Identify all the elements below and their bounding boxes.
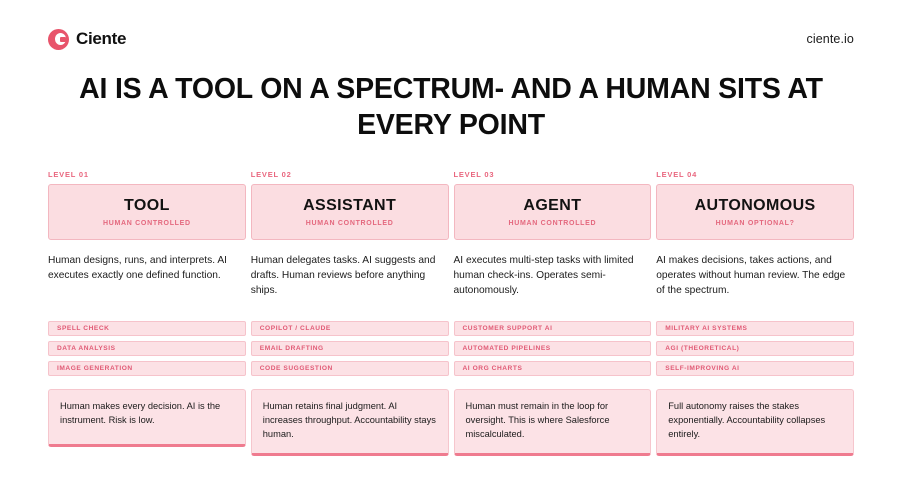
brand-name: Ciente: [76, 29, 127, 48]
example-chip: CUSTOMER SUPPORT AI: [454, 321, 652, 336]
spectrum-grid: [0, 170, 902, 456]
page-header: [0, 0, 902, 56]
example-chip-list: [454, 321, 652, 376]
level-note: Human makes every decision. AI is the instrument. Risk is low.: [48, 389, 246, 447]
level-label: LEVEL 03: [453, 169, 495, 179]
level-description: Human designs, runs, and interprets. AI executes exactly one defined function.: [48, 254, 227, 281]
level-control-mode: HUMAN CONTROLLED: [305, 219, 394, 227]
example-chip: COPILOT / CLAUDE: [251, 321, 449, 336]
level-header-card: [656, 184, 854, 240]
example-chip-list: [48, 321, 246, 376]
spectrum-column-3: [454, 170, 652, 456]
spectrum-column-1: [48, 170, 246, 456]
level-label: LEVEL 04: [656, 169, 698, 179]
example-chip: SPELL CHECK: [48, 321, 246, 336]
level-header-card: [454, 184, 652, 240]
example-chip: IMAGE GENERATION: [48, 361, 246, 376]
level-control-mode: HUMAN CONTROLLED: [102, 219, 191, 227]
brand-logo: [48, 29, 126, 50]
level-description: AI makes decisions, takes actions, and operates without human review. The edge of the spectrum.: [656, 254, 846, 296]
level-name: ASSISTANT: [303, 196, 397, 214]
example-chip: DATA ANALYSIS: [48, 341, 246, 356]
level-name: AGENT: [523, 196, 582, 214]
title-section: [0, 56, 902, 144]
level-label: LEVEL 02: [250, 169, 292, 179]
level-description: Human delegates tasks. AI suggests and drafts. Human reviews before anything ships.: [250, 254, 436, 296]
level-note: Human must remain in the loop for oversight. This is where Salesforce miscalculated.: [454, 389, 652, 456]
level-header-card: [251, 184, 449, 240]
example-chip: MILITARY AI SYSTEMS: [656, 321, 854, 336]
level-control-mode: HUMAN CONTROLLED: [508, 219, 597, 227]
level-note: Full autonomy raises the stakes exponentially. Accountability collapses entirely.: [656, 389, 854, 456]
spectrum-column-2: [251, 170, 449, 456]
example-chip-list: [656, 321, 854, 376]
level-name: TOOL: [124, 196, 170, 214]
level-control-mode: HUMAN OPTIONAL?: [715, 219, 795, 227]
level-name: AUTONOMOUS: [694, 196, 816, 214]
level-note: Human retains final judgment. AI increases throughput. Accountability stays human.: [251, 389, 449, 456]
example-chip: AUTOMATED PIPELINES: [454, 341, 652, 356]
example-chip: EMAIL DRAFTING: [251, 341, 449, 356]
example-chip: CODE SUGGESTION: [251, 361, 449, 376]
example-chip: AI ORG CHARTS: [454, 361, 652, 376]
site-url: ciente.io: [806, 32, 854, 46]
page-title: AI IS A TOOL ON A SPECTRUM- AND A HUMAN SITS AT EVERY POINT: [79, 73, 823, 141]
level-header-card: [48, 184, 246, 240]
example-chip-list: [251, 321, 449, 376]
level-label: LEVEL 01: [48, 169, 89, 179]
ciente-logo-icon: [48, 29, 69, 50]
spectrum-column-4: [656, 170, 854, 456]
level-description: AI executes multi-step tasks with limited human check-ins. Operates semi-autonomously.: [453, 254, 634, 296]
example-chip: AGI (THEORETICAL): [656, 341, 854, 356]
example-chip: SELF-IMPROVING AI: [656, 361, 854, 376]
